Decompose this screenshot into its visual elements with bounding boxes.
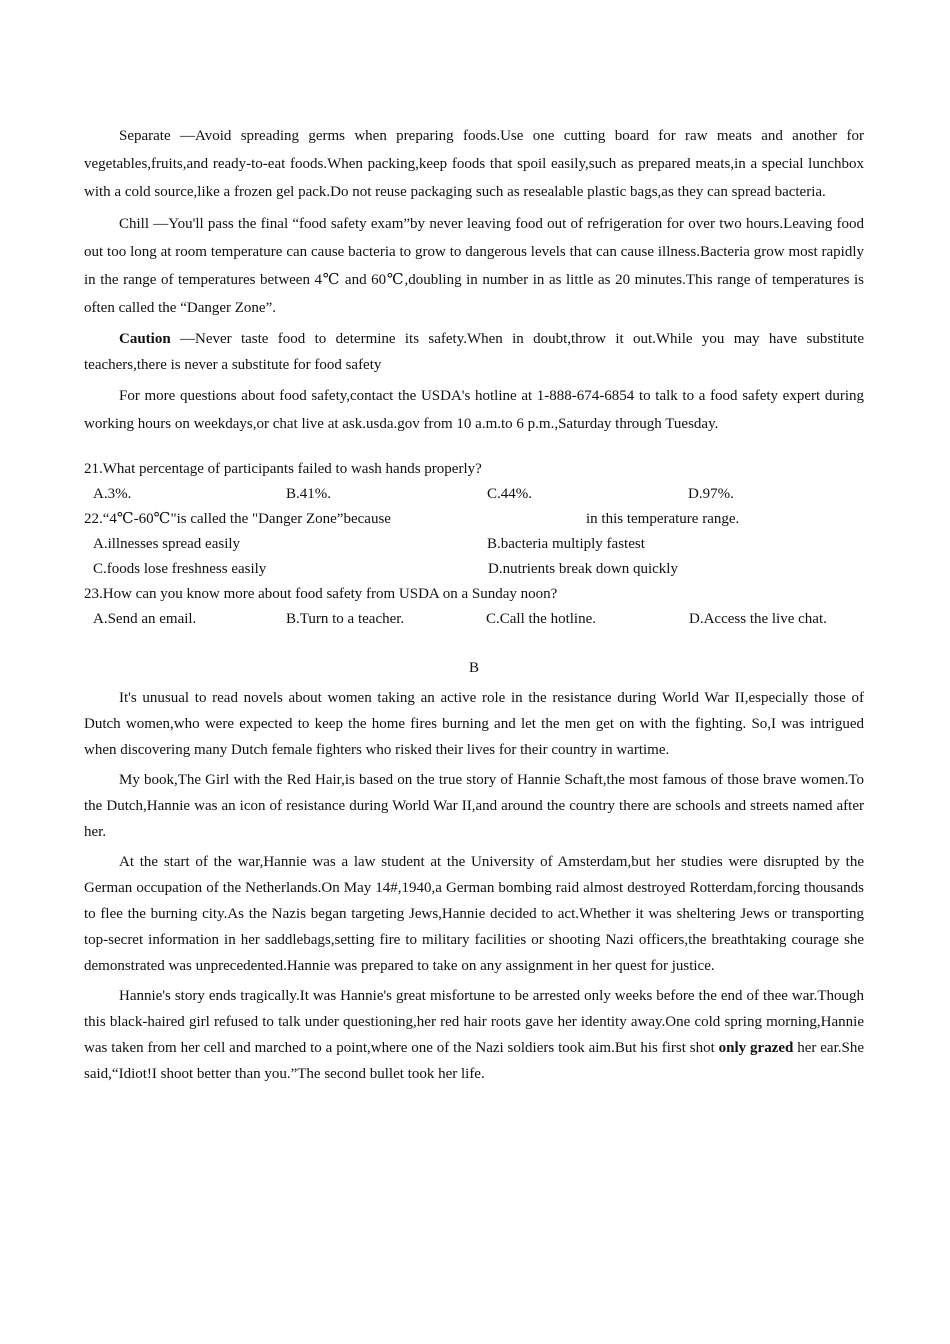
- option-b: B.bacteria multiply fastest: [487, 536, 645, 552]
- question-21-options: [84, 482, 864, 507]
- option-b: B.Turn to a teacher.: [286, 611, 405, 627]
- question-23-stem: 23.How can you know more about food safety from USDA on a Sunday noon?: [84, 586, 558, 602]
- question-22-stem: 22.“4℃-60℃"is called the "Danger Zone”because: [84, 511, 391, 527]
- question-21-stem: 21.What percentage of participants failed to wash hands properly?: [84, 461, 482, 477]
- paragraph-b3: At the start of the war,Hannie was a law student at the University of Amsterdam,but her studies were disrupted by the German occupation of the Netherlands.On May 14#,1940,a German bombing raid almost destroyed Rotterdam,forcing thousands to flee the burning city.As the Nazis began targeting Jews,Hannie decided to act.Whether it was sheltering Jews or transporting top-secret information in her saddlebags,setting fire to military facilities or shooting Nazi officers,the breathtaking courage she demonstrated was unprecedented.Hannie was prepared to take on any assignment in her quest for justice.: [84, 854, 864, 974]
- question-22-stem-row: [84, 507, 864, 532]
- question-23-options: [84, 607, 864, 632]
- question-22-options-row2: [84, 557, 864, 582]
- paragraph-caution: [84, 326, 864, 378]
- option-d: D.Access the live chat.: [689, 611, 827, 627]
- option-c: C.foods lose freshness easily: [93, 561, 267, 577]
- option-a: A.3%.: [93, 486, 132, 502]
- option-d: D.97%.: [688, 486, 734, 502]
- bold-phrase: only grazed: [718, 1040, 794, 1056]
- question-22-stem-tail: in this temperature range.: [586, 511, 740, 527]
- document-page: [84, 122, 864, 1087]
- section-b-heading: B: [468, 660, 479, 676]
- paragraph-b1: It's unusual to read novels about women taking an active role in the resistance during World War II,especially those of Dutch women,who were expected to keep the home fires burning and let the men get on with the fighting. So,I was intrigued when discovering many Dutch female fighters who risked their lives for their country in wartime.: [84, 690, 864, 758]
- option-c: C.Call the hotline.: [486, 611, 596, 627]
- option-a: A.Send an email.: [93, 611, 197, 627]
- paragraph-b4-start: Hannie's story ends tragically.It was Hannie's great misfortune to be arrested only weeks before the end of thee war.Though this black-haired girl refused to talk under questioning,her red hair roots gave her identity away.One cold spring morning,Hannie was taken from her cell and marched to a point,where one of the Nazi soldiers took aim.But his first shot: [84, 988, 864, 1056]
- question-22-options-row1: [84, 532, 864, 557]
- paragraph-b4: [84, 983, 864, 1087]
- paragraph-contact: For more questions about food safety,contact the USDA's hotline at 1-888-674-6854 to talk to a food safety expert during working hours on weekdays,or chat live at ask.usda.gov from 10 a.m.to 6 p.m.,Saturday through Tuesday.: [84, 388, 864, 432]
- option-c: C.44%.: [487, 486, 532, 502]
- paragraph-b4-end: her ear.She said,“Idiot!I shoot better than you.”The second bullet took her life.: [84, 1040, 864, 1082]
- option-a: A.illnesses spread easily: [93, 536, 241, 552]
- paragraph-separate: Separate —Avoid spreading germs when preparing foods.Use one cutting board for raw meats and another for vegetables,fruits,and ready-to-eat foods.When packing,keep foods that spoil easily,such as prepared meats,in a special lunchbox with a cold source,like a frozen gel pack.Do not reuse packaging such as resealable plastic bags,as they can spread bacteria.: [84, 128, 864, 200]
- paragraph-b2: My book,The Girl with the Red Hair,is based on the true story of Hannie Schaft,the most famous of those brave women.To the Dutch,Hannie was an icon of resistance during World War II,and around the country there are schools and streets named after her.: [84, 772, 864, 840]
- caution-text: —Never taste food to determine its safety.When in doubt,throw it out.While you may have substitute teachers,there is never a substitute for food safety: [84, 331, 864, 373]
- paragraph-chill: Chill —You'll pass the final “food safety exam”by never leaving food out of refrigeration for over two hours.Leaving food out too long at room temperature can cause bacteria to grow to dangerous levels that can cause illness.Bacteria grow most rapidly in the range of temperatures between 4℃ and 60℃,doubling in number in as little as 20 minutes.This range of temperatures is often called the “Danger Zone”.: [84, 216, 864, 316]
- caution-title: Caution: [119, 331, 171, 347]
- option-d: D.nutrients break down quickly: [488, 561, 678, 577]
- option-b: B.41%.: [286, 486, 331, 502]
